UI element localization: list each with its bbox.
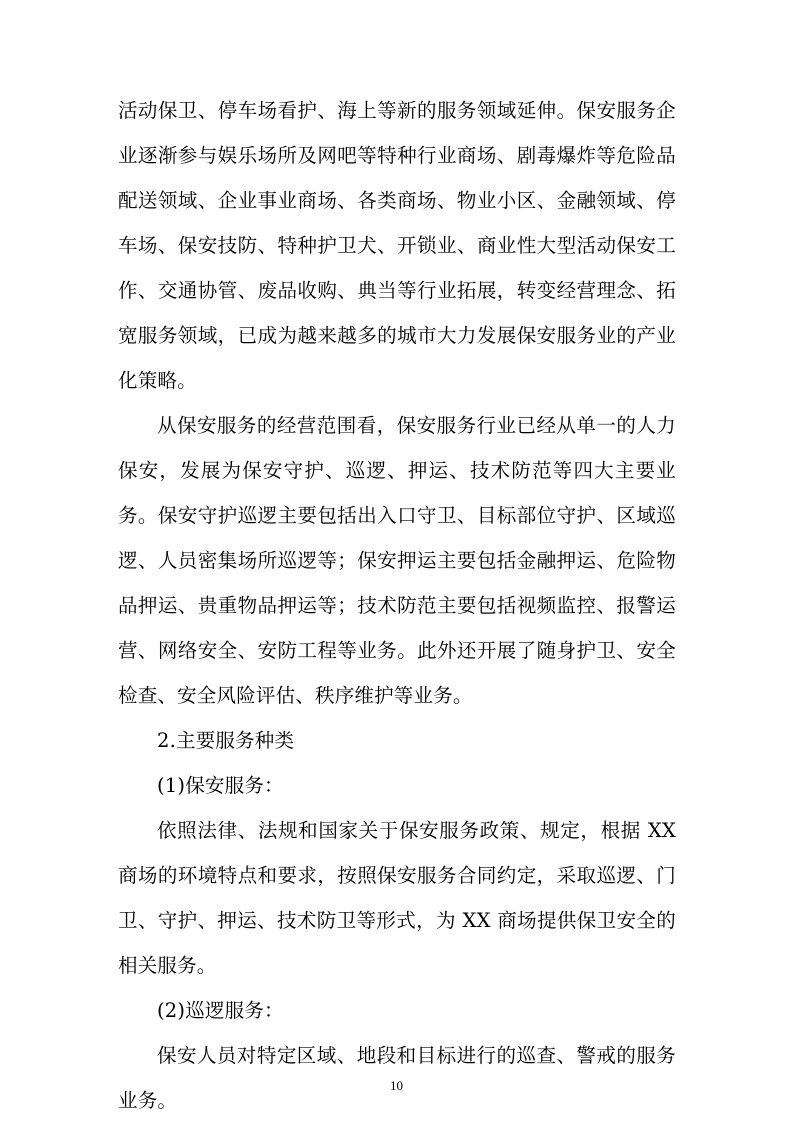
paragraph-6-subheading: (2)巡逻服务： [157, 999, 284, 1022]
document-body [118, 88, 676, 1123]
paragraph-3-heading: 2.主要服务种类 [157, 729, 295, 752]
page-number: 10 [390, 1078, 403, 1093]
paragraph-7: 保安人员对特定区域、地段和目标进行的巡查、警戒的服务业务。 [118, 1044, 676, 1112]
paragraph-2: 从保安服务的经营范围看，保安服务行业已经从单一的人力保安，发展为保安守护、巡逻、押运、技术防范等四大主要业务。保安守护巡逻主要包括出入口守卫、目标部位守护、区域巡逻、人员密集场所巡逻等；保安押运主要包括金融押运、危险物品押运、贵重物品押运等；技术防范主要包括视频监控、报警运营、网络安全、安防工程等业务。此外还开展了随身护卫、安全检查、安全风险评估、秩序维护等业务。 [118, 414, 676, 707]
paragraph-5: 依照法律、法规和国家关于保安服务政策、规定，根据 XX 商场的环境特点和要求，按照保安服务合同约定，采取巡逻、门卫、守护、押运、技术防卫等形式，为 XX 商场提供保卫安全的相关服务。 [118, 819, 676, 977]
page-footer [0, 1075, 793, 1094]
paragraph-4-subheading: (1)保安服务： [157, 774, 284, 797]
paragraph-1: 活动保卫、停车场看护、海上等新的服务领域延伸。保安服务企业逐渐参与娱乐场所及网吧等特种行业商场、剧毒爆炸等危险品配送领域、企业事业商场、各类商场、物业小区、金融领域、停车场、保安技防、特种护卫犬、开锁业、商业性大型活动保安工作、交通协管、废品收购、典当等行业拓展，转变经营理念、拓宽服务领域，已成为越来越多的城市大力发展保安服务业的产业化策略。 [118, 99, 676, 392]
